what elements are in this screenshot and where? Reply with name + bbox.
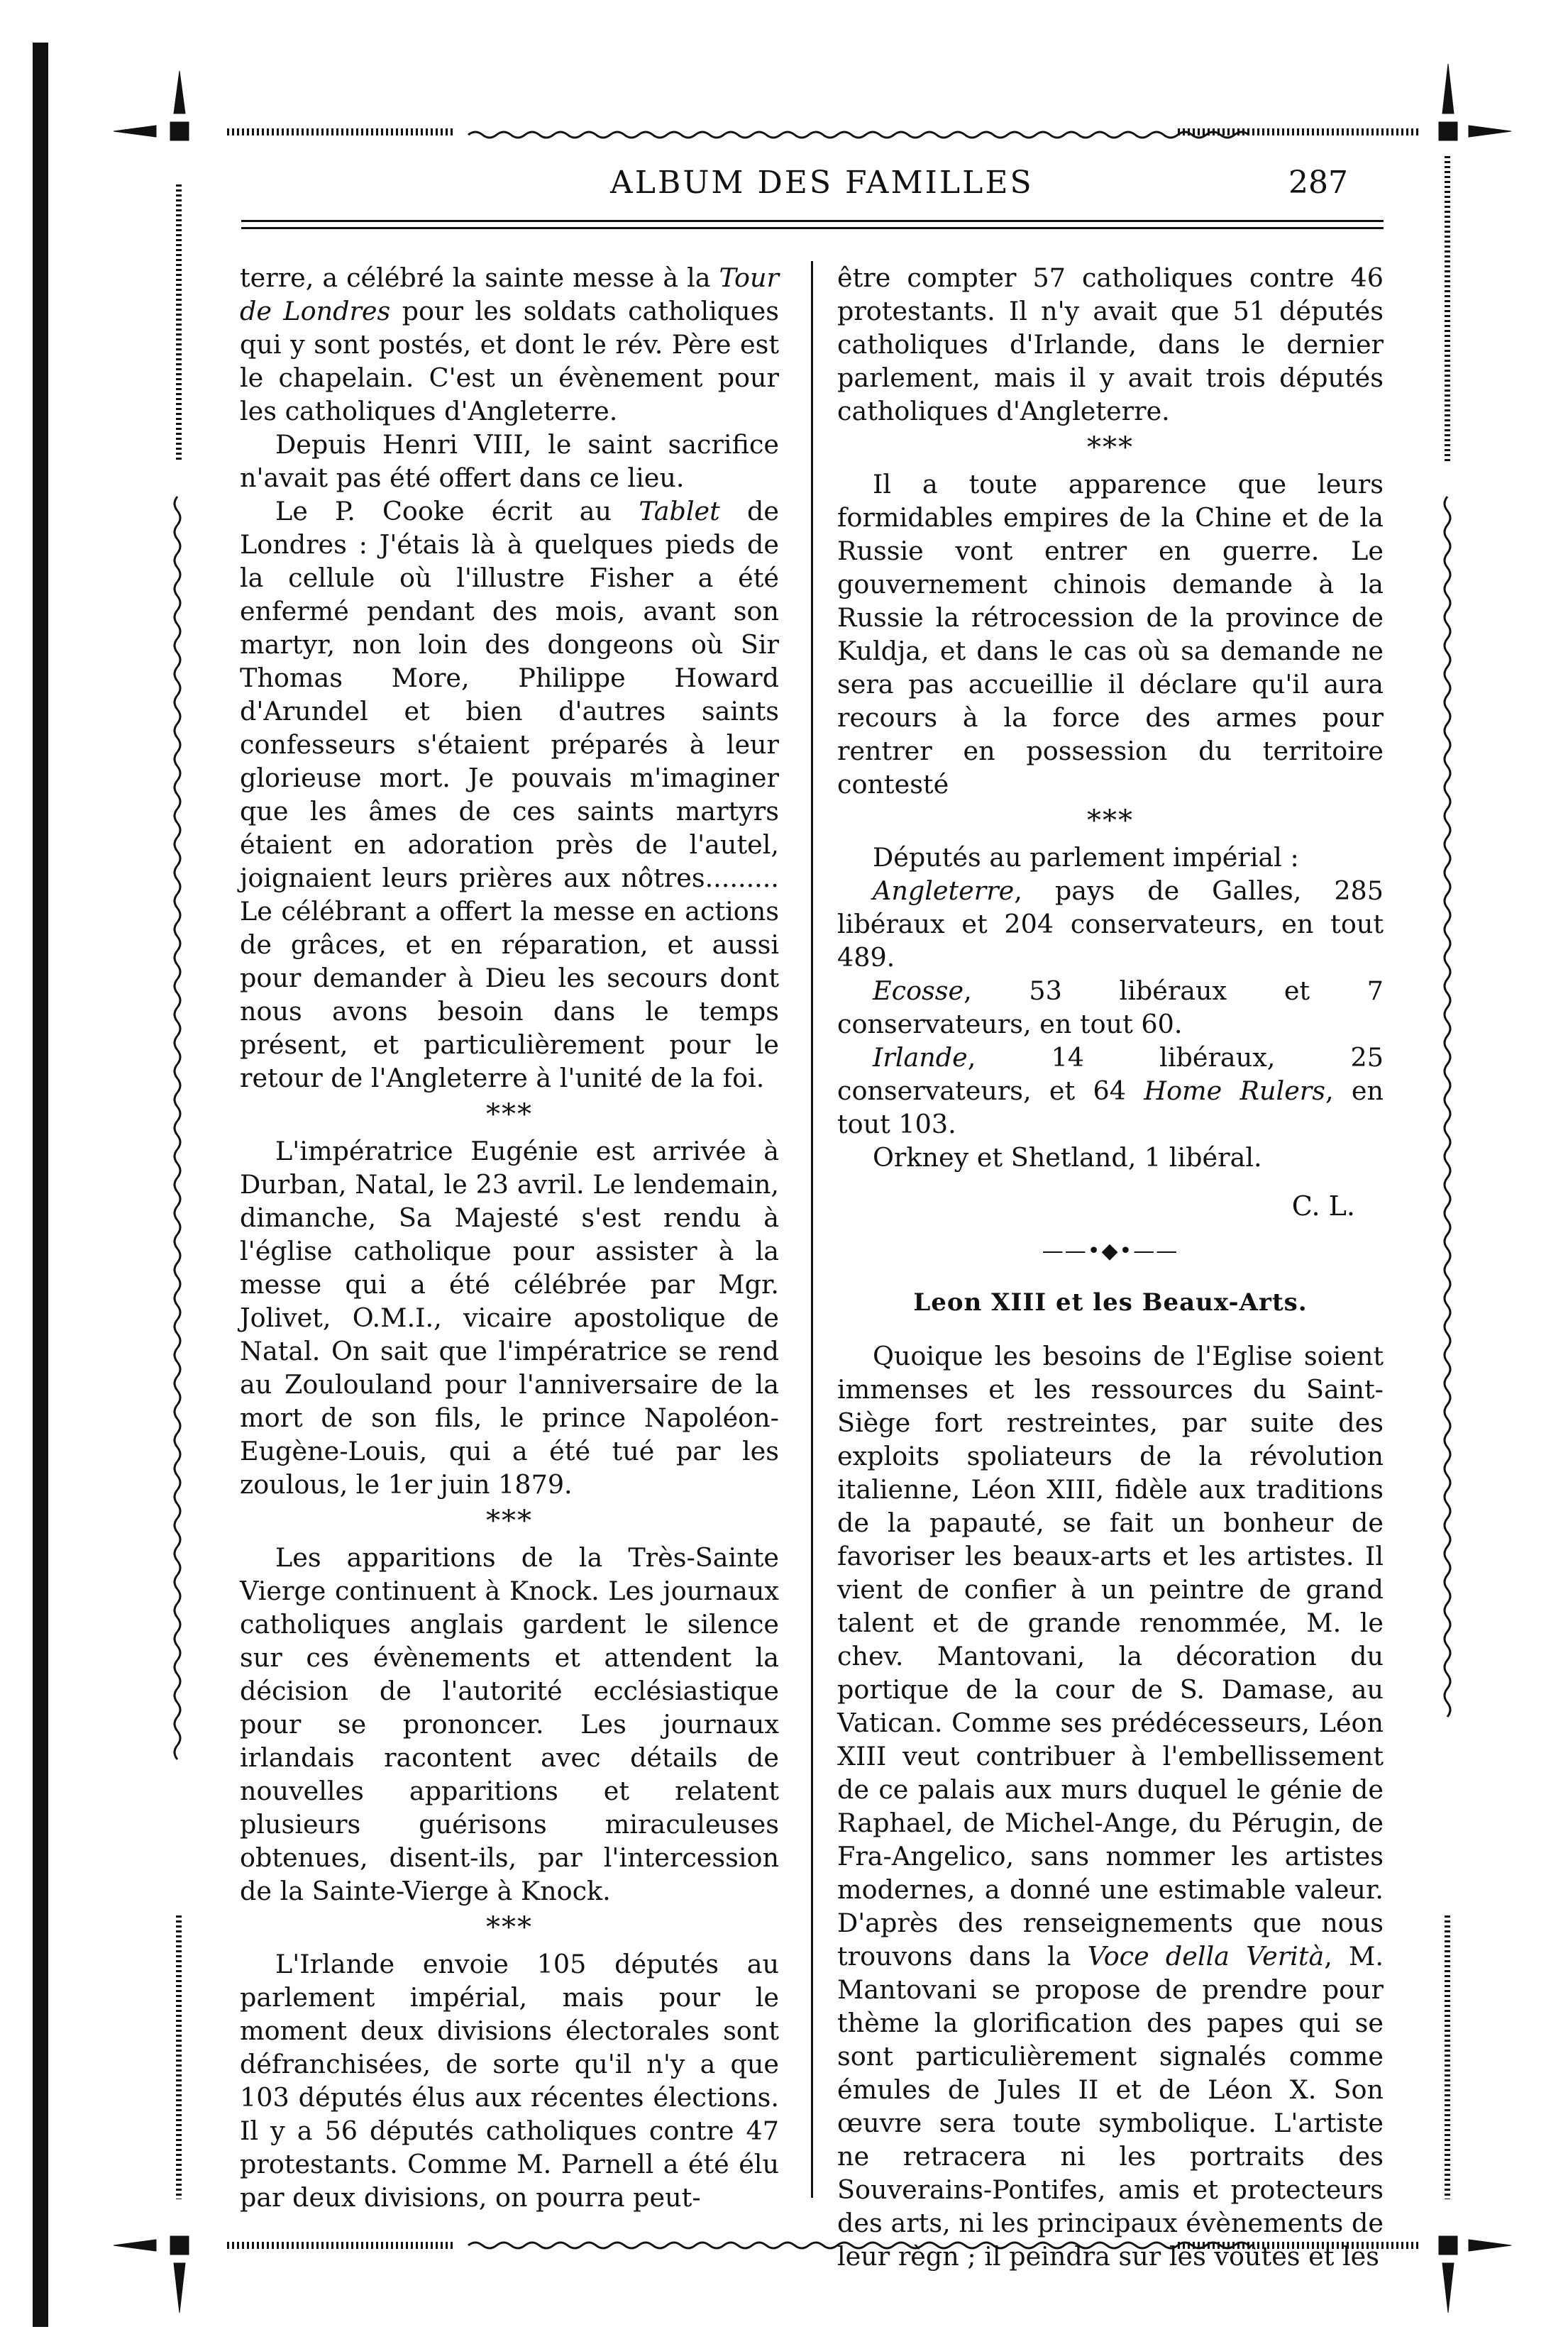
paragraph-leon-xiii: Quoique les besoins de l'Eglise soient immenses et les ressources du Saint-Siège fort restreintes, par suite des exploits spoliateurs de la révolution italienne, Léon XIII, fidèle aux traditions de la papauté, se fait un bonheur de favoriser les beaux-arts et les artistes. Il vient de confier à un peintre de grand talent et de grande renommée, M. le chev. Mantovani, la décoration du portique de la cour de S. Damase, au Vatican. Comme ses prédécesseurs, Léon XIII veut contribuer à l'embellissement de ce palais aux murs duquel le génie de Raphael, de Michel-Ange, du Pérugin, de Fra-Angelico, sans nommer les artistes modernes, a donné une estimable valeur. D'après des renseignements que nous trouvons dans la Voce della Verità, M. Mantovani se propose de prendre pour thème la glorification des papes qui se sont particulièrement signalés comme émules de Jules II et de Léon X. Son œuvre sera toute symbolique. L'artiste ne retracera ni les portraits des Souverains-Pontifes, amis et protecteurs des arts, ni les principaux évènements de leur règn ; il peindra sur les voûtes et les [837,1341,1384,2272]
column-divider [811,261,813,2198]
asterism-separator: *** [486,1911,533,1944]
paragraph-eugenie: L'impératrice Eugénie est arrivée à Durban, Natal, le 23 avril. Le lendemain, dimanche, Sa Majesté s'est rendu à l'église catholique pour assister à la messe qui a été célébrée par Mgr. Jolivet, O.M.I., vicaire apostolique de Natal. On sait que l'impératrice se rend au Zoulouland pour l'anniversaire de la mort de son fils, le prince Napoléon-Eugène-Louis, qui a été tué par les zoulous, le 1er juin 1879. [240,1136,779,1500]
page-header [241,165,1348,207]
paragraph-henri-viii: Depuis Henri VIII, le saint sacrifice n'avait pas été offert dans ce lieu. [240,429,779,493]
paragraph-cooke: Le P. Cooke écrit au Tablet de Londres : J'étais là à quelques pieds de la cellule où l'illustre Fisher a été enfermé pendant des mois, avant son martyr, non loin des dongeons où Sir Thomas More, Philippe Howard d'Arundel et bien d'autres saints confesseurs s'étaient préparés à leur glorieuse mort. Je pouvais m'imaginer que les âmes de ces saints martyrs étaient en adoration près de l'autel, joignaient leurs prières aux nôtres......... Le célébrant a offert la messe en actions de grâces, et en réparation, et aussi pour demander à Dieu les secours dont nous avons besoin dans le temps présent, et particulièrement pour le retour de l'Angleterre à l'unité de la foi. [240,496,779,1093]
paragraph-ecosse: Ecosse, 53 libéraux et 7 conservateurs, en tout 60. [837,975,1384,1039]
paragraph-tower-mass: terre, a célébré la sainte messe à la Tour de Londres pour les soldats catholiques qui y sont postés, et dont le rév. Père est le chapelain. C'est un évènement pour les catholiques d'Angleterre. [240,262,779,426]
signature: C. L. [1291,1190,1355,1222]
section-title: Leon XIII et les Beaux-Arts. [913,1288,1308,1317]
paragraph-deputes-continued: être compter 57 catholiques contre 46 protestants. Il n'y avait que 51 députés catholiques d'Irlande, dans le dernier parlement, mais il y avait trois députés catholiques d'Angleterre. [837,262,1384,426]
paragraph-irlande: L'Irlande envoie 105 députés au parlement impérial, mais pour le moment deux divisions électorales sont défranchisées, de sorte qu'il n'y a que 103 députés élus aux récentes élections. Il y a 56 députés catholiques contre 47 protestants. Comme M. Parnell a été élu par deux divisions, on pourra peut- [240,1949,779,2213]
header-rule-top [241,220,1384,222]
left-column [240,261,779,2214]
paragraph-irlande-deputes: Irlande, 14 libéraux, 25 conservateurs, et 64 Home Rulers, en tout 103. [837,1042,1384,1139]
right-column [837,261,1384,2273]
paragraph-chine-russie: Il a toute apparence que leurs formidables empires de la Chine et de la Russie vont entrer en guerre. Le gouvernement chinois demande à la Russie la rétrocession de la province de Kuldja, et dans le cas où sa demande ne sera pas accueillie il déclare qu'il aura recours à la force des armes pour rentrer en possession du territoire contesté [837,469,1384,800]
asterism-separator: *** [486,1505,533,1537]
paragraph-deputes-heading: Députés au parlement impérial : [873,842,1299,873]
section-ornament: ——•◆•—— [1042,1239,1179,1263]
asterism-separator: *** [1087,804,1134,837]
paragraph-knock: Les apparitions de la Très-Sainte Vierge continuent à Knock. Les journaux catholiques anglais gardent le silence sur ces évènements et attendent la décision de l'autorité ecclésiastique pour se prononcer. Les journaux irlandais racontent avec détails de nouvelles apparitions et relatent plusieurs guérisons miraculeuses obtenues, disent-ils, par l'intercession de la Sainte-Vierge à Knock. [240,1542,779,1906]
paragraph-angleterre: Angleterre, pays de Galles, 285 libéraux et 204 conservateurs, en tout 489. [837,875,1384,973]
asterism-separator: *** [486,1098,533,1131]
asterism-separator: *** [1087,431,1134,464]
paragraph-orkney: Orkney et Shetland, 1 libéral. [873,1142,1262,1173]
header-rule-bottom [241,227,1384,229]
page-number: 287 [1288,165,1348,201]
running-title: ALBUM DES FAMILLES [610,165,1034,201]
